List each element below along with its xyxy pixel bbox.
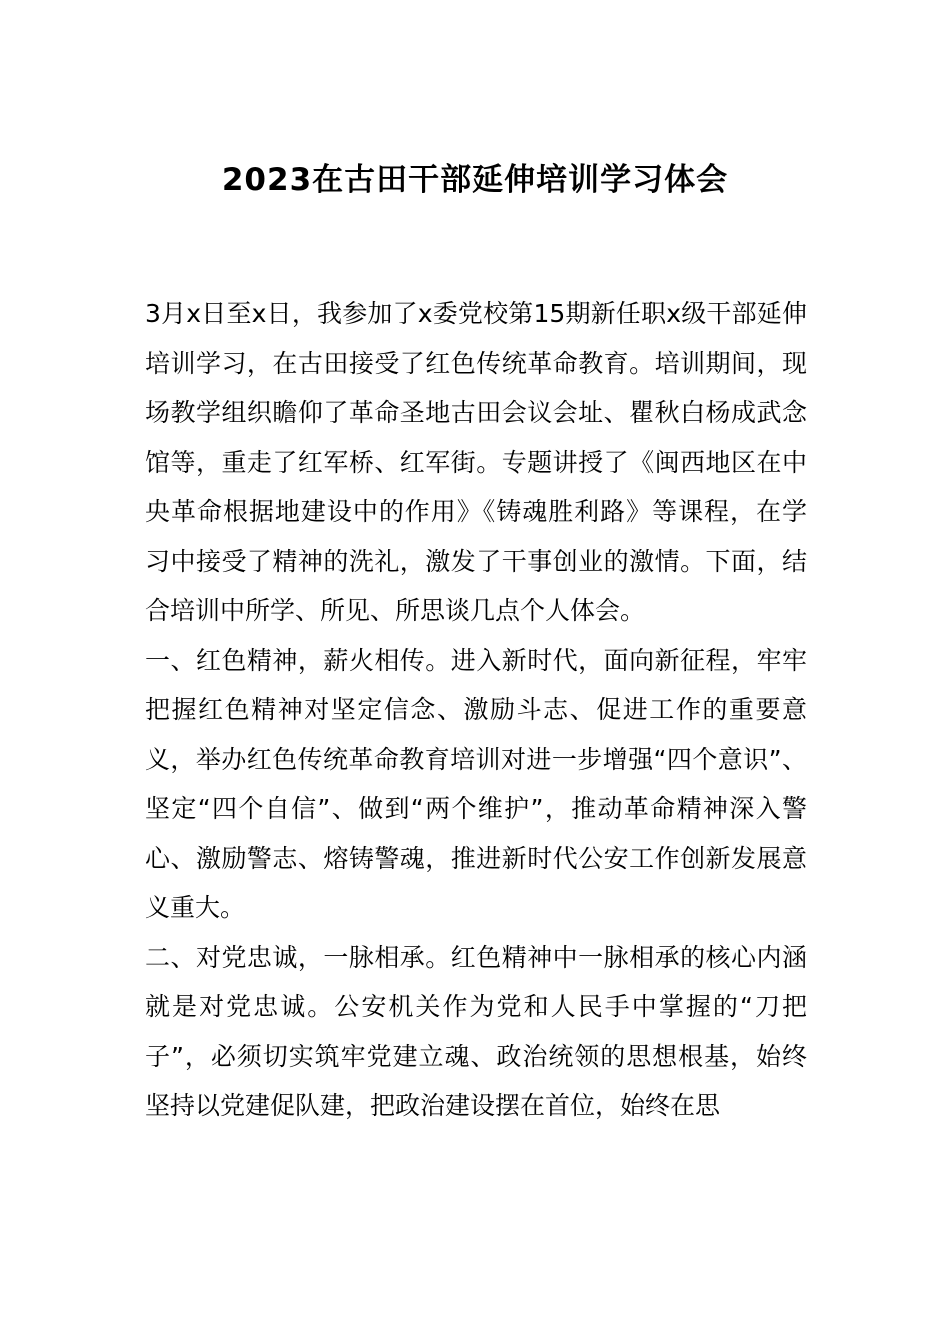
document-body bbox=[145, 289, 807, 1131]
paragraph-section-one: 一、红色精神，薪火相传。进入新时代，面向新征程，牢牢把握红色精神对坚定信念、激励斗志、促进工作的重要意义，举办红色传统革命教育培训对进一步增强“四个意识”、坚定“四个自信”、做到“两个维护”，推动革命精神深入警心、激励警志、熔铸警魂，推进新时代公安工作创新发展意义重大。 bbox=[145, 645, 807, 922]
paragraph-intro: 3月x日至x日，我参加了x委党校第15期新任职x级干部延伸培训学习，在古田接受了红色传统革命教育。培训期间，现场教学组织瞻仰了革命圣地古田会议会址、瞿秋白杨成武念馆等，重走了红军桥、红军街。专题讲授了《闽西地区在中央革命根据地建设中的作用》《铸魂胜利路》等课程，在学习中接受了精神的洗礼，激发了干事创业的激情。下面，结合培训中所学、所见、所思谈几点个人体会。 bbox=[145, 299, 807, 625]
paragraph-section-two: 二、对党忠诚，一脉相承。红色精神中一脉相承的核心内涵就是对党忠诚。公安机关作为党和人民手中掌握的“刀把子”，必须切实筑牢党建立魂、政治统领的思想根基，始终坚持以党建促队建，把政治建设摆在首位，始终在思 bbox=[145, 942, 807, 1120]
document-title: 2023在古田干部延伸培训学习体会 bbox=[221, 162, 729, 198]
